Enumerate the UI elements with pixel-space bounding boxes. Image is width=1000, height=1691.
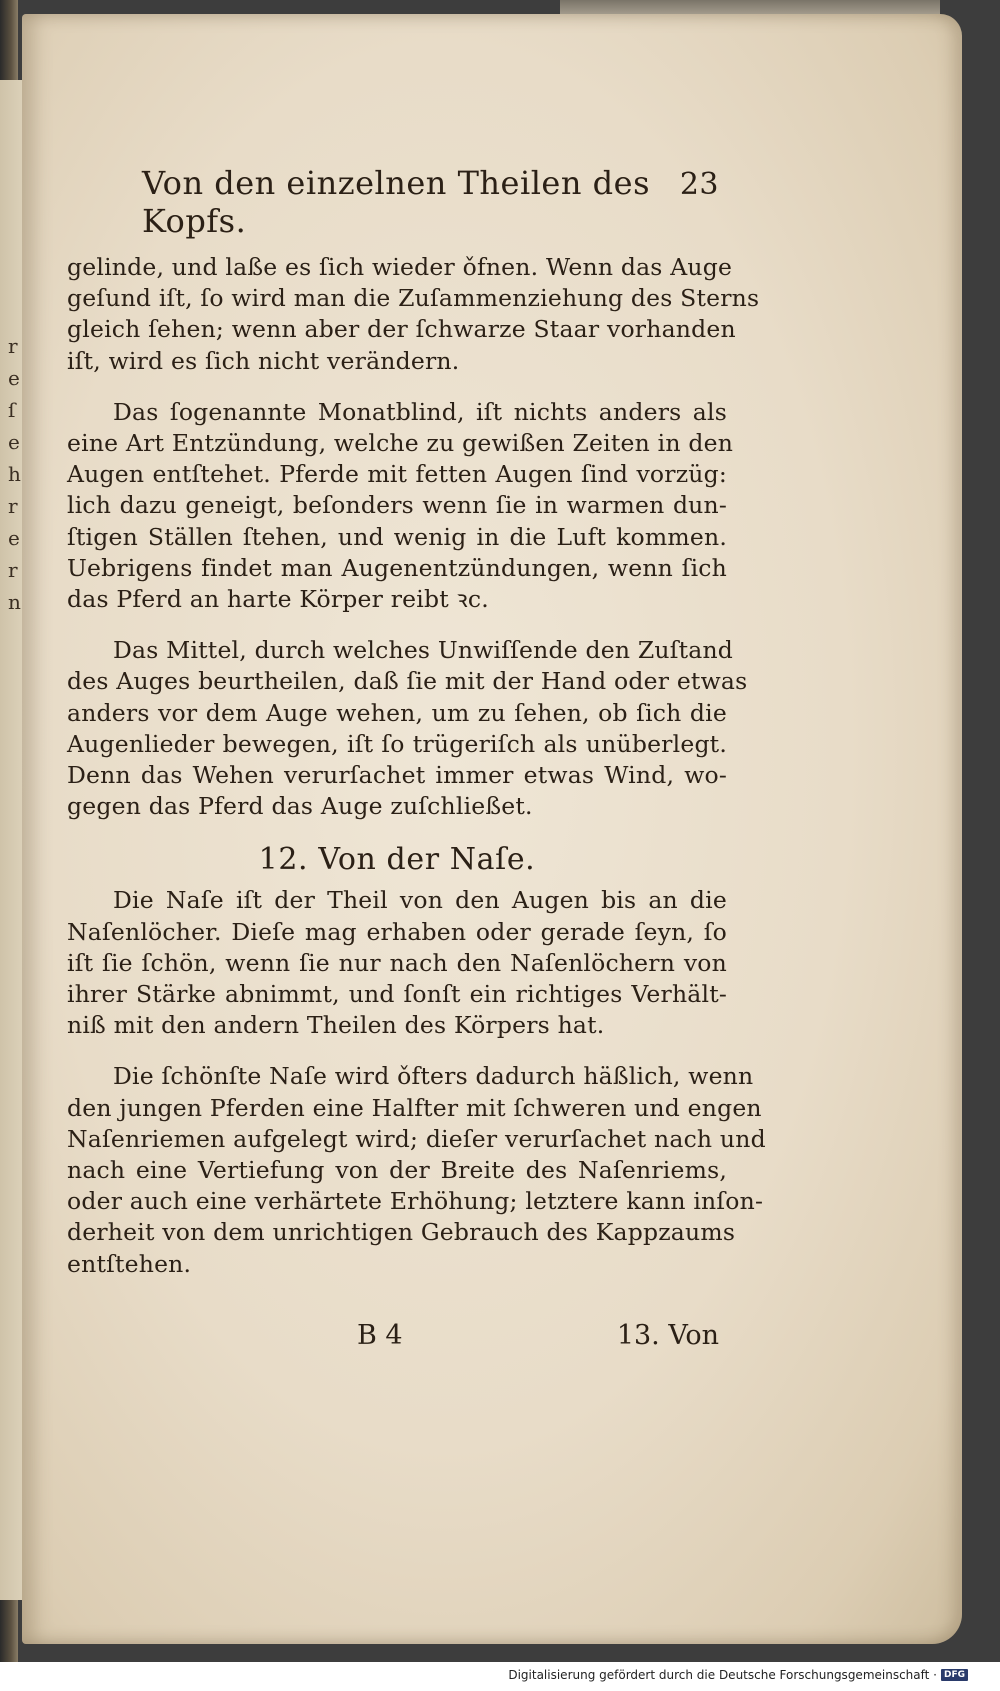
margin-char: r bbox=[8, 494, 18, 518]
text-line: iſt ſie ſchön, wenn ſie nur nach den Naſenlöchern von bbox=[67, 948, 727, 977]
margin-char: e bbox=[8, 526, 20, 550]
text-line: das Pferd an harte Körper reibt ꝛc. bbox=[67, 585, 489, 614]
text-line: geſund iſt, ſo wird man die Zuſammenziehung des Sterns bbox=[67, 284, 760, 313]
margin-char: r bbox=[8, 558, 18, 582]
paragraph bbox=[67, 635, 748, 822]
running-head bbox=[67, 164, 727, 240]
digitization-credit bbox=[508, 1665, 968, 1685]
text-line: oder auch eine verhärtete Erhöhung; letztere kann inſon- bbox=[67, 1187, 764, 1216]
text-line: Denn das Wehen verurſachet immer etwas Wind, wo- bbox=[67, 761, 727, 790]
margin-char: e bbox=[8, 430, 20, 454]
text-line: derheit von dem unrichtigen Gebrauch des Kappzaums bbox=[67, 1218, 736, 1247]
text-line: niß mit den andern Theilen des Körpers hat. bbox=[67, 1011, 605, 1040]
paragraph bbox=[67, 1061, 766, 1279]
text-line: eine Art Entzündung, welche zu gewißen Zeiten in den bbox=[67, 429, 734, 458]
text-line: gleich ſehen; wenn aber der ſchwarze Staar vorhanden bbox=[67, 315, 736, 344]
page-footer bbox=[67, 1320, 727, 1351]
text-line: Naſenlöcher. Dieſe mag erhaben oder gerade ſeyn, ſo bbox=[67, 917, 727, 946]
margin-char: r bbox=[8, 334, 18, 358]
paragraph bbox=[67, 885, 727, 1041]
text-line: lich dazu geneigt, beſonders wenn ſie in warmen dun- bbox=[67, 491, 727, 520]
text-line: gegen das Pferd das Auge zuſchließet. bbox=[67, 792, 533, 821]
text-line: Augenlieder bewegen, iſt ſo trügeriſch als unüberlegt. bbox=[67, 729, 727, 758]
text-line: anders vor dem Auge wehen, um zu ſehen, ob ſich die bbox=[67, 698, 727, 727]
text-line: des Auges beurtheilen, daß ſie mit der Hand oder etwas bbox=[67, 667, 748, 696]
credit-text: Digitalisierung gefördert durch die Deutsche Forschungsgemeinschaft · bbox=[508, 1668, 937, 1682]
margin-char: n bbox=[8, 590, 21, 614]
text-line: nach eine Vertiefung von der Breite des Naſenriems, bbox=[67, 1156, 727, 1185]
text-line: den jungen Pferden eine Halfter mit ſchweren und engen bbox=[67, 1093, 762, 1122]
text-line: entſtehen. bbox=[67, 1249, 192, 1278]
text-line: ſtigen Ställen ſtehen, und wenig in die Luft kommen. bbox=[67, 522, 727, 551]
paragraph bbox=[67, 252, 760, 377]
text-line: ihrer Stärke abnimmt, und ſonſt ein richtiges Verhält- bbox=[67, 980, 727, 1009]
text-line: Uebrigens findet man Augenentzündungen, wenn ſich bbox=[67, 553, 727, 582]
text-line: Das ſogenannte Monatblind, iſt nichts anders als bbox=[113, 397, 727, 426]
text-line: gelinde, und laße es ſich wieder ǒfnen. Wenn das Auge bbox=[67, 253, 733, 281]
paragraph bbox=[67, 397, 734, 615]
margin-char: e bbox=[8, 366, 20, 390]
text-line: Das Mittel, durch welches Unwiſſende den Zuſtand bbox=[113, 636, 734, 665]
section-heading: 12. Von der Naſe. bbox=[258, 842, 536, 878]
catchword: 13. Von bbox=[616, 1319, 719, 1351]
page-number: 23 bbox=[679, 167, 719, 202]
margin-char: h bbox=[8, 462, 21, 486]
page-text-block bbox=[67, 164, 766, 1351]
dfg-logo-icon: DFG bbox=[941, 1669, 968, 1681]
text-line: Die ſchönſte Naſe wird ǒfters dadurch häßlich, wenn bbox=[113, 1062, 754, 1091]
signature-mark: B 4 bbox=[357, 1319, 403, 1351]
margin-char: ſ bbox=[8, 398, 16, 422]
running-head-title: Von den einzelnen Theilen des Kopfs. bbox=[142, 164, 650, 240]
text-line: Naſenriemen aufgelegt wird; dieſer verurſachet nach und bbox=[67, 1124, 766, 1153]
text-line: Augen entſtehet. Pferde mit fetten Augen ſind vorzüg: bbox=[67, 460, 727, 489]
text-line: Die Naſe iſt der Theil von den Augen bis an die bbox=[113, 886, 727, 915]
book-page bbox=[22, 14, 962, 1644]
text-line: iſt, wird es ſich nicht verändern. bbox=[67, 346, 460, 375]
